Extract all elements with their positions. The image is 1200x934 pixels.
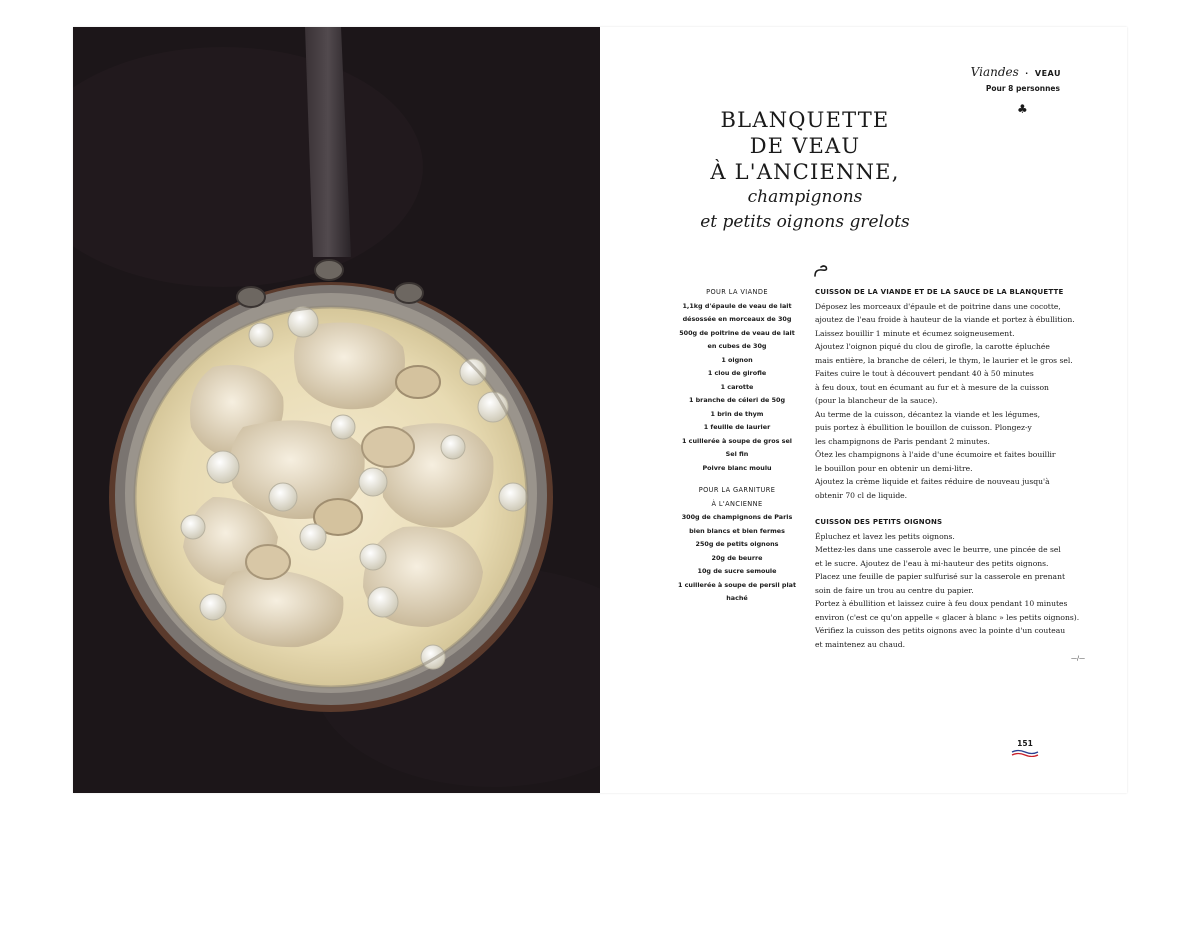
ingredients-heading-garniture-2: À L'ANCIENNE (711, 499, 763, 508)
book-spread (73, 27, 1127, 793)
ingredient-item: 1 brin de thym (710, 409, 764, 418)
ingredient-item: désossée en morceaux de 30g (682, 315, 792, 323)
club-ornament-icon: ♣ (1017, 102, 1028, 116)
method-heading-oignons: CUISSON DES PETITS OIGNONS (815, 518, 943, 526)
ingredient-item: 300g de champignons de Paris (681, 513, 793, 521)
category-name: Viandes (970, 65, 1019, 79)
ingredients-column (672, 286, 802, 606)
ingredients-heading-viande: POUR LA VIANDE (706, 288, 768, 296)
method-line: à feu doux, tout en écumant au fur et à mesure de la cuisson (815, 382, 1049, 392)
method-line: les champignons de Paris pendant 2 minutes. (815, 436, 990, 446)
method-line: le bouillon pour en obtenir un demi-litre. (815, 463, 973, 473)
method-line: et le sucre. Ajoutez de l'eau à mi-hauteur des petits oignons. (815, 558, 1049, 568)
ingredients-heading-garniture-1: POUR LA GARNITURE (698, 486, 776, 494)
method-line: obtenir 70 cl de liquide. (815, 490, 908, 500)
ingredient-item: haché (726, 594, 748, 602)
method-line: et maintenez au chaud. (815, 639, 906, 649)
ingredient-item: 1,1kg d'épaule de veau de lait (682, 301, 792, 310)
tricolor-flag-icon (1011, 749, 1039, 757)
recipe-title (660, 107, 950, 235)
method-line: Mettez-les dans une casserole avec le beurre, une pincée de sel (815, 545, 1061, 554)
ingredient-item: 1 cuillerée à soupe de gros sel (682, 436, 792, 445)
method-heading-viande: CUISSON DE LA VIANDE ET DE LA SAUCE DE LA BLANQUETTE (815, 288, 1064, 296)
title-line-2: DE VEAU (749, 134, 861, 158)
method-line: Ajoutez la crème liquide et faites réduire de nouveau jusqu'à (815, 477, 1050, 486)
method-line: ajoutez de l'eau froide à hauteur de la viande et portez à ébullition. (815, 315, 1075, 324)
ingredient-item: Sel fin (725, 450, 749, 458)
subtitle-line-2: et petits oignons grelots (700, 212, 910, 232)
continued-mark: —/— (1071, 655, 1086, 662)
ingredient-item: 1 carotte (720, 382, 754, 391)
method-column (815, 286, 1105, 651)
method-line: Au terme de la cuisson, décantez la viande et les légumes, (815, 409, 1041, 419)
page-number: 151 (1017, 739, 1033, 748)
dish-photo (73, 27, 600, 793)
ingredient-item: 20g de beurre (711, 553, 763, 562)
title-line-3: À L'ANCIENNE, (710, 160, 900, 184)
ingredient-item: 1 clou de girofle (707, 369, 767, 377)
method-line: Ajoutez l'oignon piqué du clou de girofle, la carotte épluchée (815, 342, 1050, 351)
ingredient-item: 1 feuille de laurier (703, 423, 771, 431)
ingredient-item: 1 cuillerée à soupe de persil plat (677, 580, 797, 589)
ingredient-item: 1 branche de céleri de 50g (688, 396, 786, 404)
method-line: Déposez les morceaux d'épaule et de poitrine dans une cocotte, (815, 301, 1061, 311)
method-line: Ôtez les champignons à l'aide d'une écumoire et faites bouillir (815, 450, 1056, 459)
ingredient-item: 1 oignon (721, 355, 753, 364)
ingredient-item: Poivre blanc moulu (702, 463, 772, 472)
method-line: Placez une feuille de papier sulfurisé sur la casserole en prenant (815, 572, 1066, 581)
swash-ornament-icon (813, 265, 833, 279)
category-label: Viandes · VEAU (970, 65, 1061, 79)
ingredient-item: 250g de petits oignons (695, 540, 779, 548)
method-line: mais entière, la branche de céleri, le thym, le laurier et le gros sel. (815, 355, 1073, 365)
title-line-1: BLANQUETTE (720, 108, 890, 132)
method-line: environ (c'est ce qu'on appelle « glacer à blanc » les petits oignons). (815, 612, 1080, 622)
method-line: Portez à ébullition et laissez cuire à feu doux pendant 10 minutes (815, 599, 1068, 608)
method-line: puis portez à ébullition le bouillon de cuisson. Plongez-y (815, 423, 1032, 432)
method-line: Laissez bouillir 1 minute et écumez soigneusement. (815, 328, 1015, 338)
method-line: Vérifiez la cuisson des petits oignons avec la pointe d'un couteau (815, 626, 1066, 635)
servings-label: Pour 8 personnes (985, 84, 1060, 93)
ingredient-item: 10g de sucre semoule (697, 567, 777, 575)
blanquette-pan-illustration (73, 27, 600, 793)
subcategory-name: VEAU (1034, 69, 1061, 78)
ingredient-item: bien blancs et bien fermes (689, 526, 785, 535)
ingredient-item: en cubes de 30g (707, 342, 767, 350)
method-line: soin de faire un trou au centre du papier. (815, 585, 974, 595)
method-line: (pour la blancheur de la sauce). (815, 396, 938, 405)
ingredient-item: 500g de poitrine de veau de lait (679, 328, 795, 337)
method-line: Épluchez et lavez les petits oignons. (815, 531, 955, 541)
recipe-page (600, 27, 1127, 793)
subtitle-line-1: champignons (747, 187, 863, 207)
method-line: Faites cuire le tout à découvert pendant 40 à 50 minutes (815, 369, 1034, 378)
